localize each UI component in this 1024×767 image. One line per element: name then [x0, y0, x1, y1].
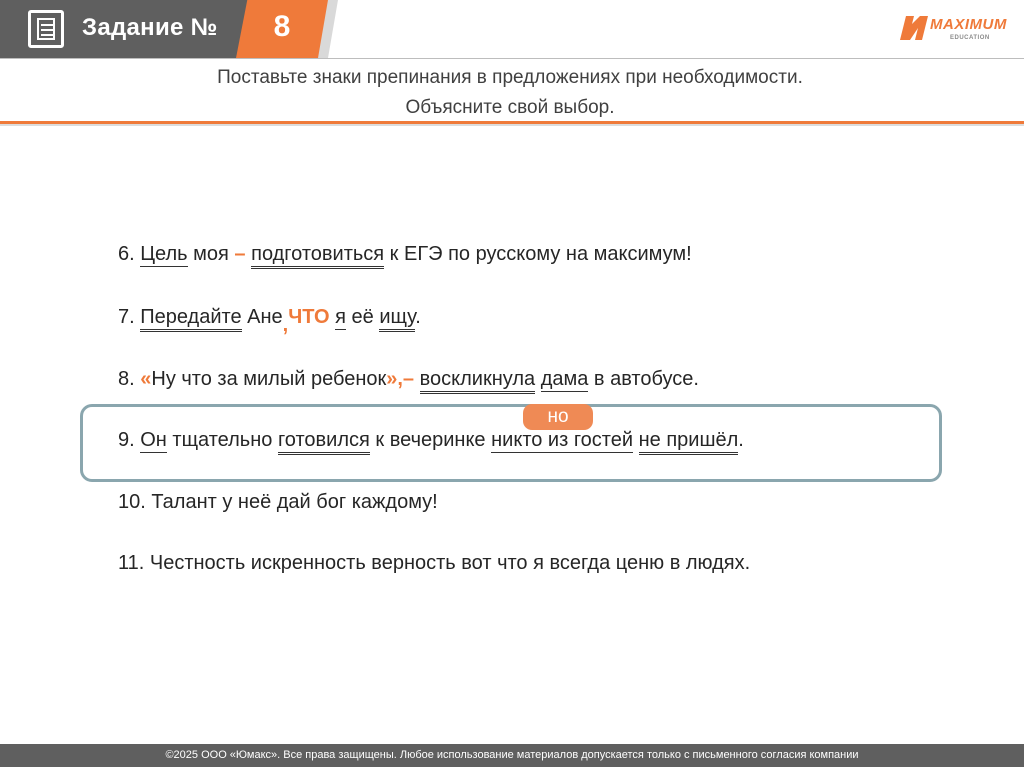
inserted-comma: , — [282, 314, 289, 336]
predicate-underline: подготовиться — [251, 243, 384, 269]
predicate-underline: готовился — [278, 429, 370, 455]
inserted-quote-close: »,– — [386, 368, 415, 390]
grey-divider — [0, 124, 1024, 126]
sentence-10: 10. Талант у неё дай бог каждому! — [118, 491, 438, 513]
inserted-dash: – — [234, 243, 246, 265]
conjunction-hint-badge: но — [523, 404, 593, 430]
logo-mark-icon — [898, 12, 928, 42]
predicate-underline: воскликнула — [420, 368, 536, 394]
copyright-footer: ©2025 ООО «Юмакс». Все права защищены. Любое использование материалов допускается только с письменного согласия компании — [0, 744, 1024, 767]
predicate-underline: ищу — [379, 306, 415, 332]
sentence-11: 11. Честность искренность верность вот что я всегда ценю в людях. — [118, 552, 751, 574]
inserted-quote-open: « — [140, 368, 152, 390]
sentence-9: 9. Он тщательно готовился к вечеринке никто из гостей не пришёл. — [118, 429, 744, 452]
maximum-logo — [898, 10, 1018, 46]
predicate-underline: не пришёл — [639, 429, 739, 455]
subject-underline: я — [335, 306, 346, 328]
logo-text: MAXIMUM — [930, 16, 1007, 33]
subject-underline: Цель — [140, 243, 188, 265]
conjunction-highlight: ЧТО — [288, 306, 330, 328]
subject-underline: Он — [140, 429, 167, 451]
subject-underline: никто из гостей — [491, 429, 634, 451]
header-divider — [0, 58, 1024, 59]
document-icon — [28, 10, 64, 48]
instruction-line-2: Объясните свой выбор. — [405, 97, 615, 118]
predicate-underline: Передайте — [140, 306, 241, 332]
instruction-text — [80, 63, 940, 123]
sentence-6: 6. Цель моя – подготовиться к ЕГЭ по русскому на максимум! — [118, 243, 692, 266]
logo-subtext: EDUCATION — [950, 35, 990, 41]
task-label: Задание № — [82, 14, 218, 41]
sentence-8: 8. «Ну что за милый ребенок»,– воскликнула дама в автобусе. — [118, 368, 699, 391]
sentence-7: 7. Передайте Ане,ЧТО я её ищу. — [118, 306, 421, 336]
instruction-line-1: Поставьте знаки препинания в предложениях при необходимости. — [217, 67, 803, 88]
subject-underline: дама — [540, 368, 589, 390]
task-number: 8 — [273, 10, 291, 43]
